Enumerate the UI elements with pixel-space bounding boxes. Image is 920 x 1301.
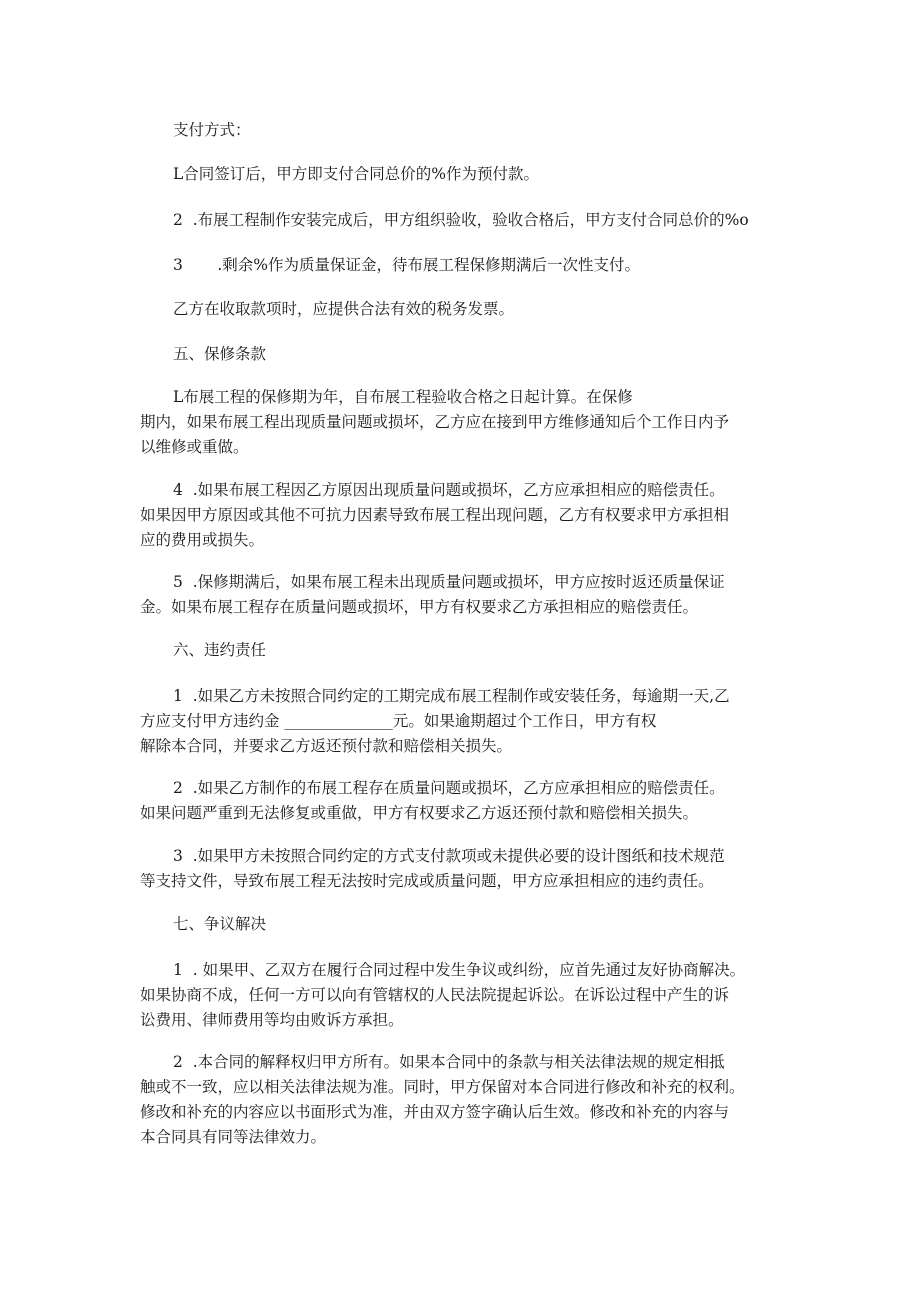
dispute-heading: 七、争议解决 [173,915,267,933]
breach-clause-1-line: 解除本合同，并要求乙方返还预付款和赔偿相关损失。 [140,737,513,755]
warranty-heading: 五、保修条款 [173,345,267,363]
warranty-clause-4-line: 如果因甲方原因或其他不可抗力因素导致布展工程出现问题，乙方有权要求甲方承担相 [140,506,730,524]
warranty-clause-4 [140,478,800,553]
breach-clause-3-line: 3 .如果甲方未按照合同约定的方式支付款项或未提供必要的设计图纸和技术规范 [173,847,725,865]
breach-clause-1-line: 方应支付甲方违约金 ______________元。如果逾期超过个工作日，甲方有权 [140,712,657,730]
dispute-clause-2-line: 修改和补充的内容应以书面形式为准，并由双方签字确认后生效。修改和补充的内容与 [140,1103,730,1121]
warranty-clause-5-line: 5 .保修期满后，如果布展工程未出现质量问题或损坏，甲方应按时返还质量保证 [173,573,725,591]
warranty-clause-5 [140,570,800,620]
dispute-clause-2-line: 触或不一致，应以相关法律法规为准。同时，甲方保留对本合同进行修改和补充的权利。 [140,1078,745,1096]
dispute-clause-1-line: 如果协商不成，任何一方可以向有管辖权的人民法院提起诉讼。在诉讼过程中产生的诉 [140,986,730,1004]
payment-item-2: 2 .布展工程制作安装完成后，甲方组织验收，验收合格后，甲方支付合同总价的%o [173,211,749,229]
dispute-clause-1-line: 1 . 如果甲、乙双方在履行合同过程中发生争议或纠纷，应首先通过友好协商解决。 [173,961,746,979]
dispute-clause-2 [140,1050,800,1150]
warranty-clause-1-line: L布展工程的保修期为年，自布展工程验收合格之日起计算。在保修 [173,388,633,406]
breach-clause-2-line: 2 .如果乙方制作的布展工程存在质量问题或损坏，乙方应承担相应的赔偿责任。 [173,779,725,797]
payment-invoice-note: 乙方在收取款项时，应提供合法有效的税务发票。 [173,300,515,318]
breach-clause-2-line: 如果问题严重到无法修复或重做，甲方有权要求乙方返还预付款和赔偿相关损失。 [140,804,699,822]
breach-clause-3 [140,844,800,894]
warranty-clause-1-line: 期内，如果布展工程出现质量问题或损坏，乙方应在接到甲方维修通知后个工作日内予 [140,413,730,431]
warranty-clause-5-line: 金。如果布展工程存在质量问题或损坏，甲方有权要求乙方承担相应的赔偿责任。 [140,598,699,616]
warranty-clause-4-line: 应的费用或损失。 [140,531,265,549]
breach-clause-1 [140,684,800,759]
payment-item-3: 3 .剩余%作为质量保证金，待布展工程保修期满后一次性支付。 [173,256,641,274]
warranty-clause-1 [140,385,800,460]
dispute-clause-1 [140,958,800,1033]
breach-clause-3-line: 等支持文件，导致布展工程无法按时完成或质量问题，甲方应承担相应的违约责任。 [140,872,714,890]
breach-heading: 六、违约责任 [173,641,267,659]
payment-heading: 支付方式： [173,121,251,139]
breach-clause-2 [140,776,800,826]
breach-clause-1-line: 1 .如果乙方未按照合同约定的工期完成布展工程制作或安装任务，每逾期一天,乙 [173,687,730,705]
warranty-clause-1-line: 以维修或重做。 [140,438,249,456]
dispute-clause-2-line: 2 .本合同的解释权归甲方所有。如果本合同中的条款与相关法律法规的规定相抵 [173,1053,725,1071]
warranty-clause-4-line: 4 .如果布展工程因乙方原因出现质量问题或损坏，乙方应承担相应的赔偿责任。 [173,481,725,499]
dispute-clause-2-line: 本合同具有同等法律效力。 [140,1128,327,1146]
payment-item-1: L合同签订后，甲方即支付合同总价的%作为预付款。 [173,165,540,183]
dispute-clause-1-line: 讼费用、律师费用等均由败诉方承担。 [140,1011,404,1029]
